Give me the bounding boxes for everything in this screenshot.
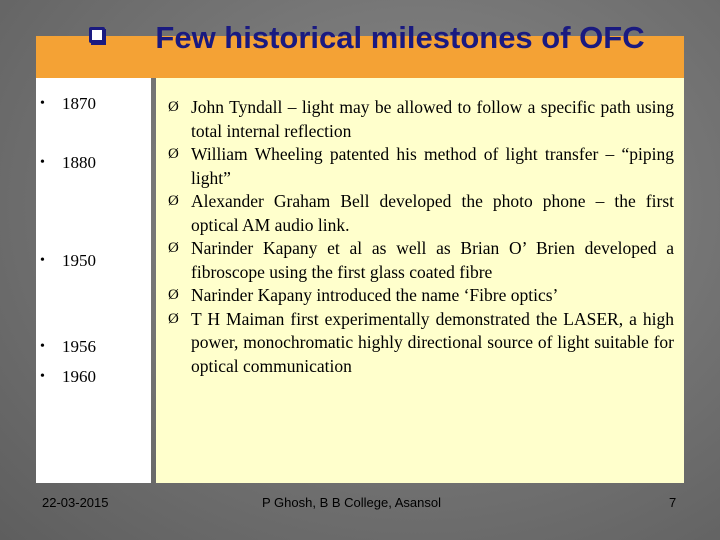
year-item: [40, 153, 96, 173]
event-text: John Tyndall – light may be allowed to follow a specific path using total internal reflection: [191, 97, 674, 141]
event-item: [168, 308, 674, 379]
arrow-bullet-icon: Ø: [168, 310, 179, 327]
event-item: [168, 96, 674, 143]
bullet-icon: •: [40, 339, 45, 354]
event-item: [168, 284, 674, 308]
year-label: 1950: [62, 251, 96, 270]
event-text: William Wheeling patented his method of light transfer – “piping light”: [191, 144, 674, 188]
year-label: 1960: [62, 367, 96, 386]
bullet-icon: •: [40, 96, 45, 111]
events-list: [168, 96, 674, 378]
event-item: [168, 190, 674, 237]
footer-date: 22-03-2015: [42, 495, 109, 510]
arrow-bullet-icon: Ø: [168, 193, 179, 209]
year-item: [40, 337, 96, 357]
slide-title: Few historical milestones of OFC: [155, 20, 645, 55]
footer-author: P Ghosh, B B College, Asansol: [262, 495, 441, 510]
year-label: 1880: [62, 153, 96, 172]
year-item: [40, 94, 96, 114]
year-label: 1956: [62, 337, 96, 356]
years-panel: [36, 78, 151, 483]
event-item: [168, 143, 674, 190]
footer-page-number: 7: [669, 495, 677, 510]
bullet-icon: •: [40, 155, 45, 170]
checkbox-bullet-icon: [86, 24, 108, 46]
arrow-bullet-icon: Ø: [168, 99, 179, 115]
event-text: Narinder Kapany introduced the name ‘Fibre optics’: [191, 285, 559, 305]
event-text: Narinder Kapany et al as well as Brian O’ Brien developed a fibroscope using the first glass coated fibre: [191, 238, 674, 282]
bullet-icon: •: [40, 369, 45, 384]
event-item: [168, 237, 674, 284]
year-item: [40, 251, 96, 271]
event-text: T H Maiman first experimentally demonstrated the LASER, a high power, monochromatic highly directional source of light suitable for optical communication: [191, 308, 674, 376]
arrow-bullet-icon: Ø: [168, 146, 179, 162]
arrow-bullet-icon: Ø: [168, 240, 179, 256]
arrow-bullet-icon: Ø: [168, 287, 179, 303]
event-text: Alexander Graham Bell developed the photo phone – the first optical AM audio link.: [191, 191, 674, 235]
bullet-icon: •: [40, 253, 45, 268]
year-label: 1870: [62, 94, 96, 113]
year-item: [40, 367, 96, 387]
